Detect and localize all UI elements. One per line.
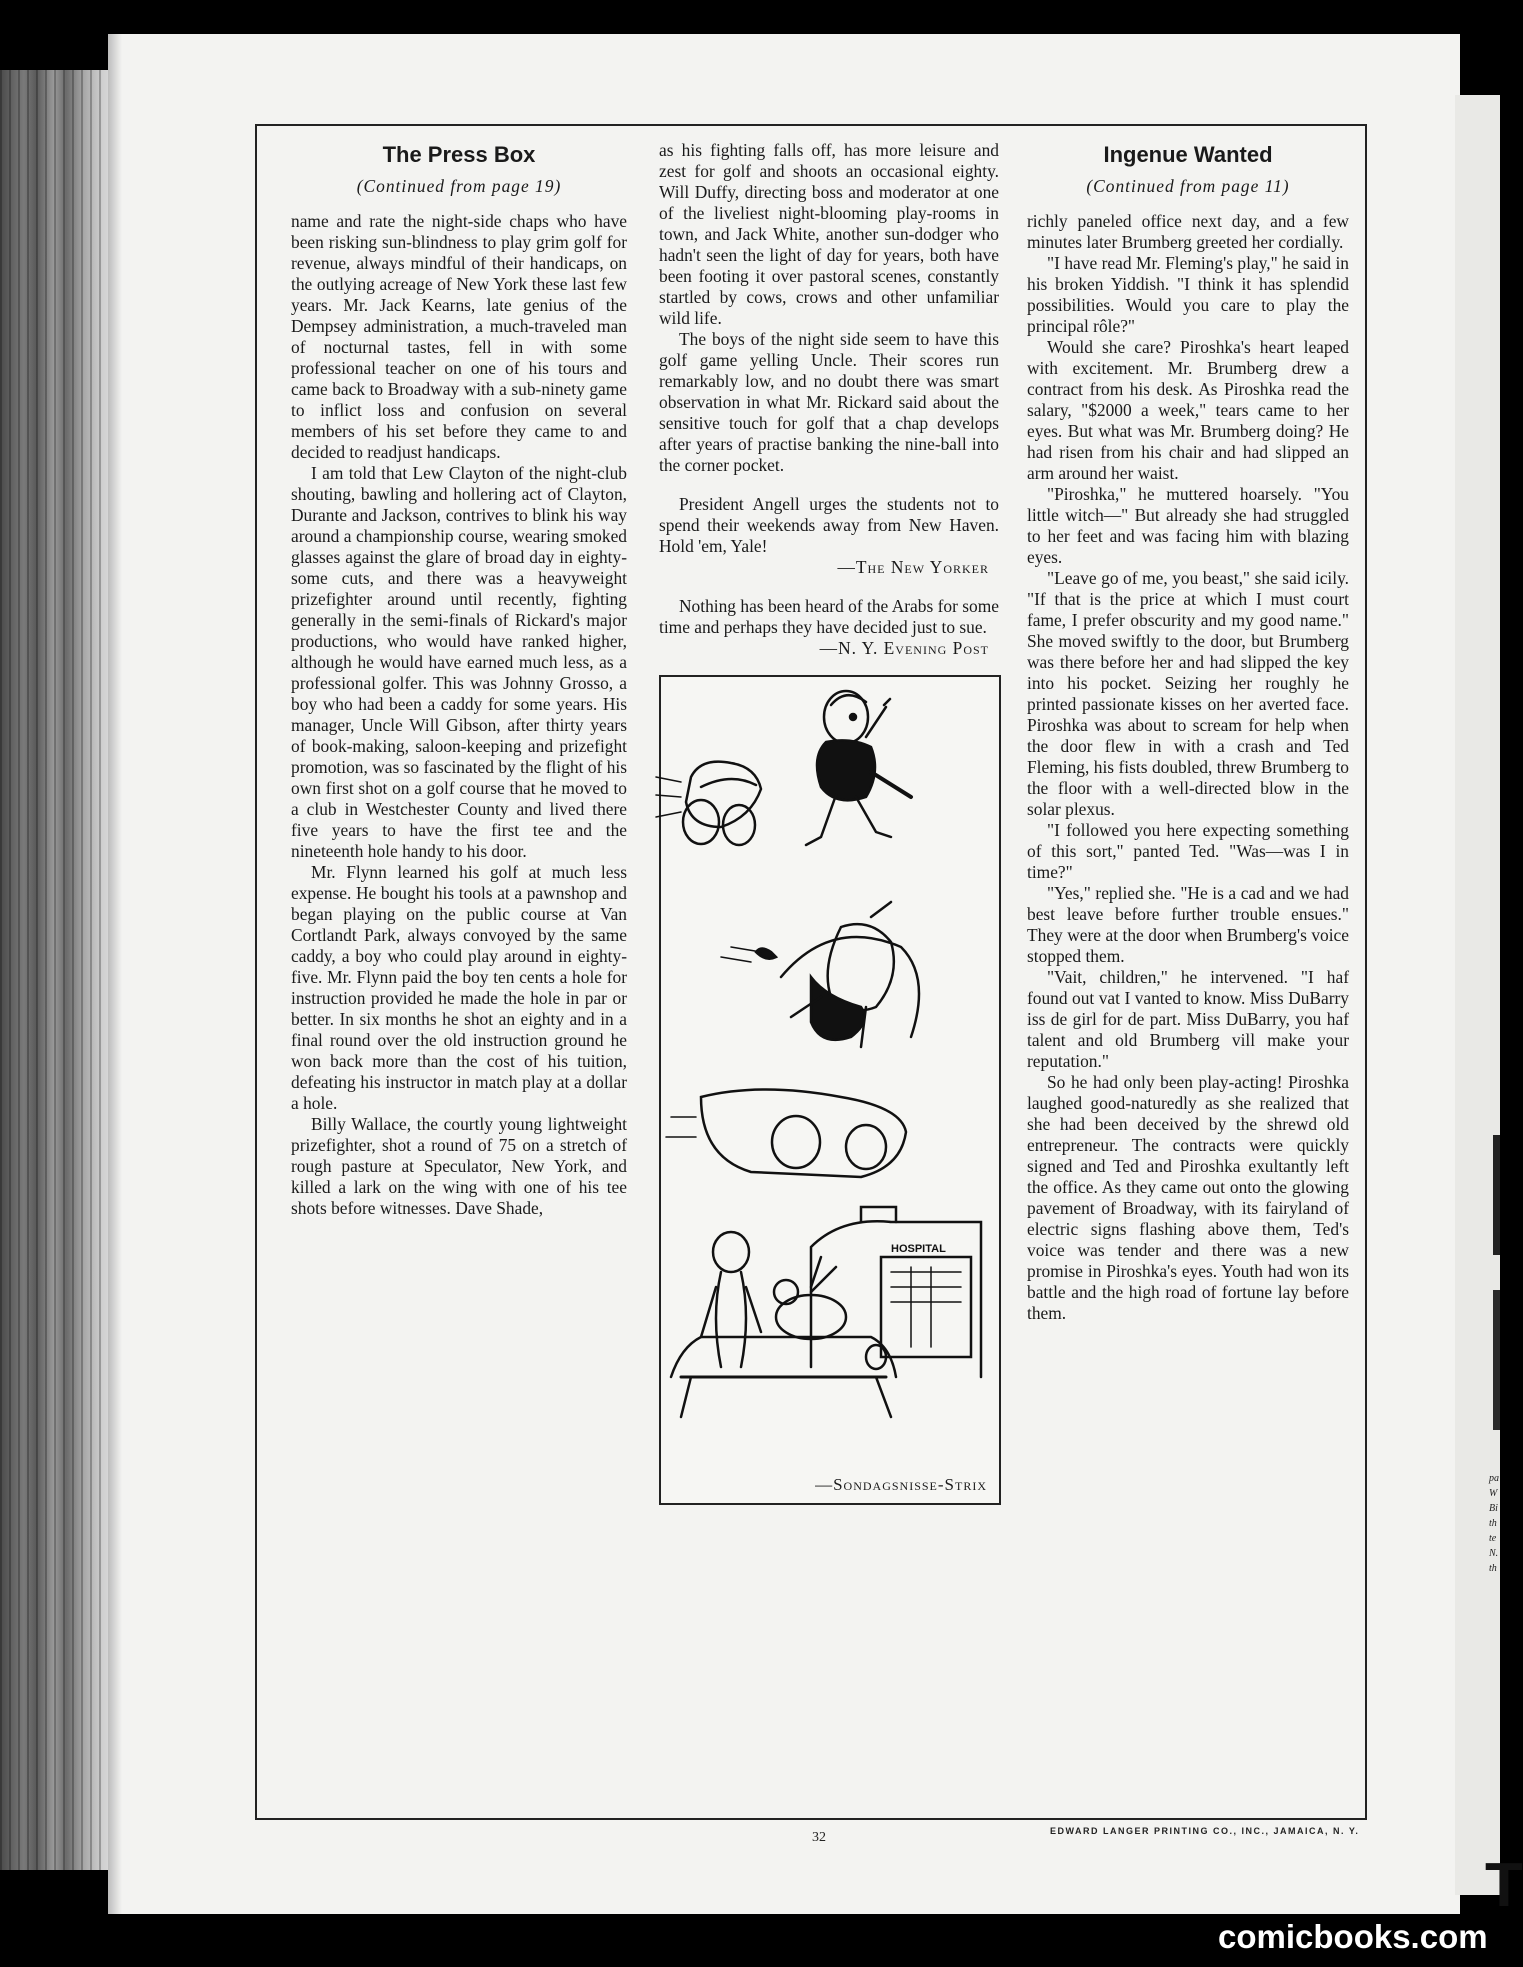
article-title: The Press Box bbox=[382, 142, 536, 167]
column-middle bbox=[659, 140, 999, 1505]
cartoon-credit: —Sondagsnisse-Strix bbox=[815, 1475, 987, 1494]
paragraph: Mr. Flynn learned his golf at much less expense. He bought his tools at a pawnshop and began playing on the public course at Van Cortlandt Park, always convoyed by the same caddy, a boy who could play around in eighty-five. Mr. Flynn paid the boy ten cents a hole for instruction provided he made the hole in par or better. In six months he shot an eighty and in a final round over the old instruction ground he won back more than the cost of his tuition, defeating his instructor in match play at a dollar a hole. bbox=[291, 862, 627, 1113]
adjacent-caption-fragment: te bbox=[1489, 1533, 1497, 1544]
paragraph: "Yes," replied she. "He is a cad and we had best leave before further trouble ensues." They were at the door when Brumberg's voice stopped them. bbox=[1027, 883, 1349, 966]
paragraph: The boys of the night side seem to have this golf game yelling Uncle. Their scores run remarkably low, and no doubt there was smart observation in what Mr. Rickard said about the sensitive touch for golf that a chap develops after years of practise banking the nine-ball into the corner pocket. bbox=[659, 329, 999, 475]
paragraph: "Piroshka," he muttered hoarsely. "You little witch—" But already she had struggled to her feet and was facing him with blazing eyes. bbox=[1027, 484, 1349, 567]
adjacent-caption-fragment: N. bbox=[1489, 1548, 1499, 1559]
panel-spinning-golfer bbox=[666, 902, 919, 1177]
adjacent-photo-edge bbox=[1493, 1135, 1500, 1255]
adjacent-page bbox=[1455, 95, 1523, 1920]
adjacent-photo-edge bbox=[1493, 1290, 1500, 1430]
paragraph: richly paneled office next day, and a few minutes later Brumberg greeted her cordially. bbox=[1027, 211, 1349, 252]
filler-quote: President Angell urges the students not to spend their weekends away from New Haven. Hold 'em, Yale! bbox=[659, 494, 999, 556]
paragraph: as his fighting falls off, has more leisure and zest for golf and shoots an occasional eighty. Will Duffy, directing boss and moderator at one of the liveliest night-blooming play-rooms in town, and Jack White, another sun-dodger who hadn't seen the light of day for years, both have been footing it over pastoral scenes, constantly startled by cows, crows and other unfamiliar wild life. bbox=[659, 140, 999, 328]
paragraph: name and rate the night-side chaps who have been risking sun-blindness to play grim golf for revenue, always mindful of their handicaps, on the outlying acreage of New York these last few years. Mr. Jack Kearns, late genius of the Dempsey administration, a much-traveled man of nocturnal tastes, fell in with some professional teacher on one of his tours and came back to Broadway with a sub-ninety game to inflict loss and confusion on several members of his set before they came to and decided to readjust handicaps. bbox=[291, 211, 627, 462]
filler-quote: Nothing has been heard of the Arabs for some time and perhaps they have decided just to sue. bbox=[659, 596, 999, 637]
continued-note: (Continued from page 19) bbox=[356, 176, 562, 196]
paragraph: "Leave go of me, you beast," she said icily. "If that is the price at which I must court fame, I prefer obscurity and my good name." She moved swiftly to the door, but Brumberg was there before her and had slipped the key into his pocket. Seizing her roughly he printed passionate kisses on her averted face. Piroshka was about to scream for help when the door flew in with a crash and Ted Fleming, his fists doubled, threw Brumberg to the floor with a well-directed blow in the solar plexus. bbox=[1027, 568, 1349, 819]
column-press-box bbox=[291, 140, 627, 1219]
paragraph: So he had only been play-acting! Piroshka laughed good-naturedly as she realized that she had been deceived by the shrewd old entrepreneur. The contracts were quickly signed and Ted and Piroshka exultantly left the office. As they came out onto the glowing pavement of Broadway, with its fairyland of electric signs flashing above them, Ted's voice was tender and there was a new promise in Piroshka's eyes. Youth had won its battle and the high road of fortune lay before them. bbox=[1027, 1072, 1349, 1323]
adjacent-caption-fragment: pa bbox=[1489, 1473, 1499, 1484]
page-gutter-shadow bbox=[108, 34, 122, 1914]
cartoon-illustration bbox=[661, 677, 999, 1503]
panel-hospital bbox=[671, 1207, 981, 1417]
printer-imprint: EDWARD LANGER PRINTING CO., INC., JAMAICA, N. Y. bbox=[1050, 1826, 1360, 1836]
continued-note: (Continued from page 11) bbox=[1086, 176, 1290, 196]
golf-cartoon bbox=[659, 675, 1001, 1505]
paragraph: "Vait, children," he intervened. "I haf found out vat I vanted to know. Miss DuBarry iss de girl for de part. Miss DuBarry, you haf talent and old Brumberg vill make your reputation." bbox=[1027, 967, 1349, 1071]
article-title: Ingenue Wanted bbox=[1103, 142, 1273, 167]
paragraph: "I have read Mr. Fleming's play," he said in his broken Yiddish. "I think it has splendid possibilities. Would you care to play the principal rôle?" bbox=[1027, 253, 1349, 336]
paragraph: Would she care? Piroshka's heart leaped with excitement. Mr. Brumberg drew a contract from his desk. As Piroshka read the salary, "$2000 a week," tears came to her eyes. But what was Mr. Brumberg doing? He had risen from his chair and had slipped an arm around her waist. bbox=[1027, 337, 1349, 483]
book-page-edge-lines bbox=[0, 70, 120, 1870]
adjacent-headline-letter: T bbox=[1485, 1851, 1523, 1920]
quote-credit: —N. Y. Evening Post bbox=[819, 638, 989, 658]
column-ingenue-wanted bbox=[1027, 140, 1349, 1324]
quote-credit: —The New Yorker bbox=[837, 557, 989, 577]
paragraph: "I followed you here expecting something of this sort," panted Ted. "Was—was I in time?" bbox=[1027, 820, 1349, 882]
hospital-sign: HOSPITAL bbox=[891, 1243, 946, 1255]
article-frame bbox=[255, 124, 1367, 1820]
adjacent-caption-fragment: th bbox=[1489, 1518, 1497, 1529]
adjacent-caption-fragment: th bbox=[1489, 1563, 1497, 1574]
paragraph: Billy Wallace, the courtly young lightweight prizefighter, shot a round of 75 on a stretch of rough pasture at Speculator, New York, and killed a lark on the wing with one of his tee shots before witnesses. Dave Shade, bbox=[291, 1114, 627, 1218]
adjacent-caption-fragment: Bi bbox=[1489, 1503, 1498, 1514]
paragraph: I am told that Lew Clayton of the night-club shouting, bawling and hollering act of Clayton, Durante and Jackson, contrives to blink his way around a championship course, wearing smoked glasses against the glare of broad day in eighty-some cuts, and there was a heavyweight prizefighter around until recently, fighting generally in the semi-finals of Rickard's major productions, who would have ranked higher, although he would have earned much less, as a professional golfer. This was Johnny Grosso, a boy who had been a caddy for some years. His manager, Uncle Will Gibson, after thirty years of book-making, saloon-keeping and prizefight promotion, was so fascinated by the flight of his own first shot on a golf course that he moved to a club in Westchester County and lived there five years to have the first tee and the nineteenth hole handy to his door. bbox=[291, 463, 627, 861]
panel-car-golfer bbox=[656, 691, 911, 845]
adjacent-caption-fragment: W bbox=[1489, 1488, 1498, 1499]
page-number: 32 bbox=[812, 1830, 826, 1845]
watermark: comicbooks.com bbox=[1218, 1918, 1488, 1955]
